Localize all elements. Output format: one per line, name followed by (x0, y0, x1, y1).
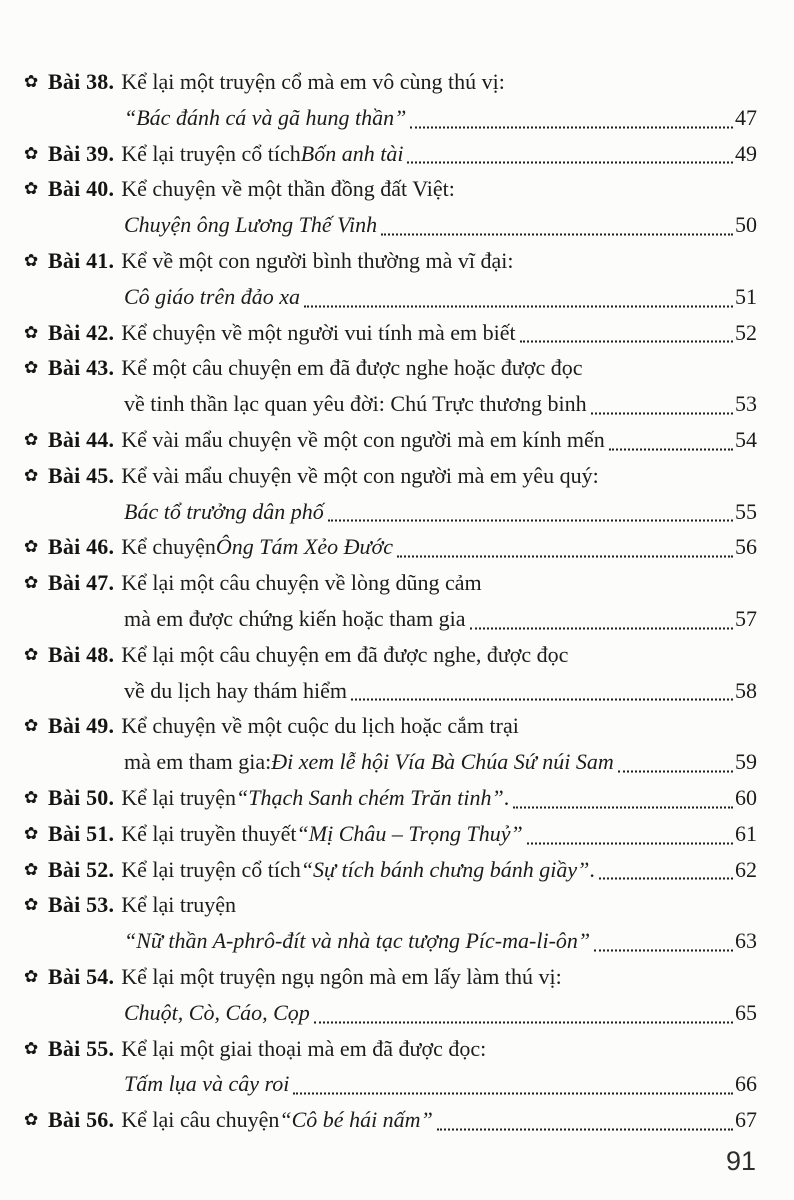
title-segment: Kể vài mẩu chuyện về một con người mà em yêu quý: (121, 462, 599, 488)
entry-page-number: 61 (735, 820, 757, 846)
title-segment: Chuột, Cò, Cáo, Cọp (124, 999, 310, 1025)
title-segment: Bác tổ trưởng dân phố (124, 498, 324, 524)
entry-page-number: 54 (735, 426, 757, 452)
dot-leader (618, 770, 733, 772)
entry-page-number: 47 (735, 104, 757, 130)
entry-label: Bài 52. (48, 856, 115, 882)
title-segment: Kể lại truyện (121, 892, 237, 918)
flower-bullet-icon: ✿ (24, 465, 39, 486)
entry-label: Bài 45. (48, 462, 115, 488)
toc-line (0, 279, 794, 315)
dot-leader (293, 1093, 733, 1095)
entry-label: Bài 50. (48, 784, 115, 810)
dot-leader (304, 305, 733, 307)
toc-line (0, 136, 794, 172)
flower-bullet-icon: ✿ (24, 966, 39, 987)
entry-page-number: 65 (735, 999, 757, 1025)
toc-line (0, 100, 794, 136)
dot-leader (599, 878, 733, 880)
title-segment: về du lịch hay thám hiểm (124, 677, 347, 703)
flower-bullet-icon: ✿ (24, 72, 39, 92)
toc-line (0, 887, 794, 923)
title-segment: Đi xem lễ hội Vía Bà Chúa Sứ núi Sam (271, 749, 614, 775)
entry-page-number: 67 (735, 1107, 757, 1133)
entry-label: Bài 46. (48, 534, 115, 560)
entry-page-number: 56 (735, 534, 757, 560)
entry-page-number: 62 (735, 856, 757, 882)
toc (0, 64, 794, 1138)
dot-leader (437, 1128, 733, 1130)
entry-page-number: 53 (735, 391, 757, 417)
toc-line (0, 780, 794, 816)
flower-bullet-icon: ✿ (24, 1110, 39, 1131)
entry-label: Bài 39. (48, 140, 115, 166)
toc-line (0, 959, 794, 995)
title-segment: Kể lại một truyện ngụ ngôn mà em lấy làm thú vị: (121, 963, 562, 989)
title-segment: . (589, 856, 595, 882)
title-segment: . (503, 784, 510, 810)
flower-bullet-icon: ✿ (24, 429, 39, 450)
entry-page-number: 63 (735, 928, 757, 954)
dot-leader (470, 627, 733, 629)
title-segment: Kể lại truyền thuyết (121, 820, 297, 846)
title-segment: Kể lại một câu chuyện em đã được nghe, được đọc (121, 641, 569, 667)
toc-line (0, 816, 794, 852)
flower-bullet-icon: ✿ (24, 787, 39, 808)
entry-label: Bài 48. (48, 641, 115, 667)
toc-line (0, 1031, 794, 1067)
entry-page-number: 49 (735, 140, 757, 166)
title-segment: Kể lại một truyện cổ mà em vô cùng thú vị: (121, 69, 505, 94)
entry-page-number: 66 (735, 1071, 757, 1097)
toc-line (0, 529, 794, 565)
toc-line (0, 494, 794, 530)
dot-leader (520, 341, 733, 343)
title-segment: Kể về một con người bình thường mà vĩ đại: (121, 247, 514, 273)
entry-page-number: 60 (735, 784, 757, 810)
title-segment: Bốn anh tài (300, 140, 404, 166)
entry-label: Bài 47. (48, 570, 115, 596)
toc-line (0, 601, 794, 637)
title-segment: Chuyện ông Lương Thế Vinh (124, 212, 378, 238)
toc-line (0, 171, 794, 207)
title-segment: về tinh thần lạc quan yêu đời: Chú Trực thương binh (124, 391, 587, 417)
entry-label: Bài 55. (48, 1035, 115, 1061)
toc-line (0, 315, 794, 351)
title-segment: Kể chuyện về một cuộc du lịch hoặc cắm trại (121, 713, 519, 739)
dot-leader (397, 556, 733, 558)
flower-bullet-icon: ✿ (24, 895, 39, 916)
entry-page-number: 58 (735, 677, 757, 703)
entry-page-number: 51 (735, 283, 757, 309)
dot-leader (594, 949, 733, 951)
entry-label: Bài 38. (48, 69, 115, 94)
title-segment: “Bác đánh cá và gã hung thần” (124, 104, 407, 130)
title-segment: Tấm lụa và cây roi (124, 1071, 290, 1097)
toc-line (0, 243, 794, 279)
title-segment: “Thạch Sanh chém Trăn tinh” (236, 784, 504, 810)
title-segment: mà em được chứng kiến hoặc tham gia (124, 605, 466, 631)
title-segment: Kể lại câu chuyện (121, 1107, 280, 1133)
flower-bullet-icon: ✿ (24, 537, 39, 558)
title-segment: “Sự tích bánh chưng bánh giầy” (300, 856, 590, 882)
toc-line (0, 1066, 794, 1102)
toc-line (0, 852, 794, 888)
toc-line (0, 995, 794, 1031)
entry-label: Bài 40. (48, 176, 115, 202)
toc-line (0, 1102, 794, 1138)
entry-label: Bài 49. (48, 713, 115, 739)
entry-label: Bài 41. (48, 247, 115, 273)
title-segment: Kể chuyện về một người vui tính mà em biết (121, 319, 516, 345)
folio-page-number: 91 (725, 1146, 756, 1176)
title-segment: Kể lại truyện cổ tích (121, 140, 301, 166)
title-segment: Cô giáo trên đảo xa (124, 283, 300, 309)
title-segment: Kể vài mẩu chuyện về một con người mà em kính mến (121, 426, 605, 452)
toc-line (0, 744, 794, 780)
toc-line (0, 708, 794, 744)
dot-leader (591, 412, 733, 414)
toc-line (0, 422, 794, 458)
entry-label: Bài 43. (48, 355, 115, 381)
dot-leader (314, 1021, 733, 1023)
dot-leader (381, 233, 733, 235)
entry-page-number: 59 (735, 749, 757, 775)
dot-leader (410, 126, 733, 128)
entry-page-number: 55 (735, 498, 757, 524)
entry-label: Bài 56. (48, 1107, 115, 1133)
entry-page-number: 57 (735, 605, 757, 631)
entry-label: Bài 44. (48, 426, 115, 452)
toc-line (0, 673, 794, 709)
dot-leader (407, 162, 733, 164)
flower-bullet-icon: ✿ (24, 823, 39, 844)
title-segment: Kể một câu chuyện em đã được nghe hoặc được đọc (121, 355, 583, 381)
title-segment: mà em tham gia: (124, 749, 272, 775)
flower-bullet-icon: ✿ (24, 322, 39, 343)
title-segment: Kể lại một câu chuyện về lòng dũng cảm (121, 570, 482, 596)
title-segment: Ông Tám Xẻo Đước (215, 534, 393, 560)
entry-label: Bài 51. (48, 820, 115, 846)
flower-bullet-icon: ✿ (24, 179, 39, 200)
dot-leader (513, 806, 733, 808)
flower-bullet-icon: ✿ (24, 250, 39, 271)
toc-line (0, 207, 794, 243)
title-segment: Kể chuyện (121, 534, 216, 560)
flower-bullet-icon: ✿ (24, 1038, 39, 1059)
dot-leader (527, 842, 733, 844)
dot-leader (328, 520, 733, 522)
toc-line (0, 565, 794, 601)
toc-line (0, 64, 794, 100)
toc-line (0, 386, 794, 422)
title-segment: “Cô bé hái nấm” (279, 1107, 433, 1133)
title-segment: Kể lại một giai thoại mà em đã được đọc: (121, 1035, 487, 1061)
entry-label: Bài 54. (48, 963, 115, 989)
dot-leader (351, 699, 733, 701)
toc-line (0, 350, 794, 386)
dot-leader (609, 448, 733, 450)
entry-page-number: 52 (735, 319, 757, 345)
entry-label: Bài 53. (48, 892, 115, 918)
flower-bullet-icon: ✿ (24, 644, 39, 665)
flower-bullet-icon: ✿ (24, 358, 39, 379)
title-segment: “Nữ thần A-phrô-đít và nhà tạc tượng Píc-ma-li-ôn” (124, 928, 591, 954)
title-segment: Kể lại truyện (121, 784, 237, 810)
flower-bullet-icon: ✿ (24, 859, 39, 880)
title-segment: Kể chuyện về một thần đồng đất Việt: (121, 176, 455, 202)
toc-line (0, 923, 794, 959)
toc-line (0, 637, 794, 673)
title-segment: Kể lại truyện cổ tích (121, 856, 301, 882)
toc-line (0, 458, 794, 494)
flower-bullet-icon: ✿ (24, 716, 39, 737)
entry-label: Bài 42. (48, 319, 115, 345)
title-segment: “Mị Châu – Trọng Thuỷ” (296, 820, 523, 846)
flower-bullet-icon: ✿ (24, 143, 39, 164)
entry-page-number: 50 (735, 212, 757, 238)
flower-bullet-icon: ✿ (24, 573, 39, 594)
